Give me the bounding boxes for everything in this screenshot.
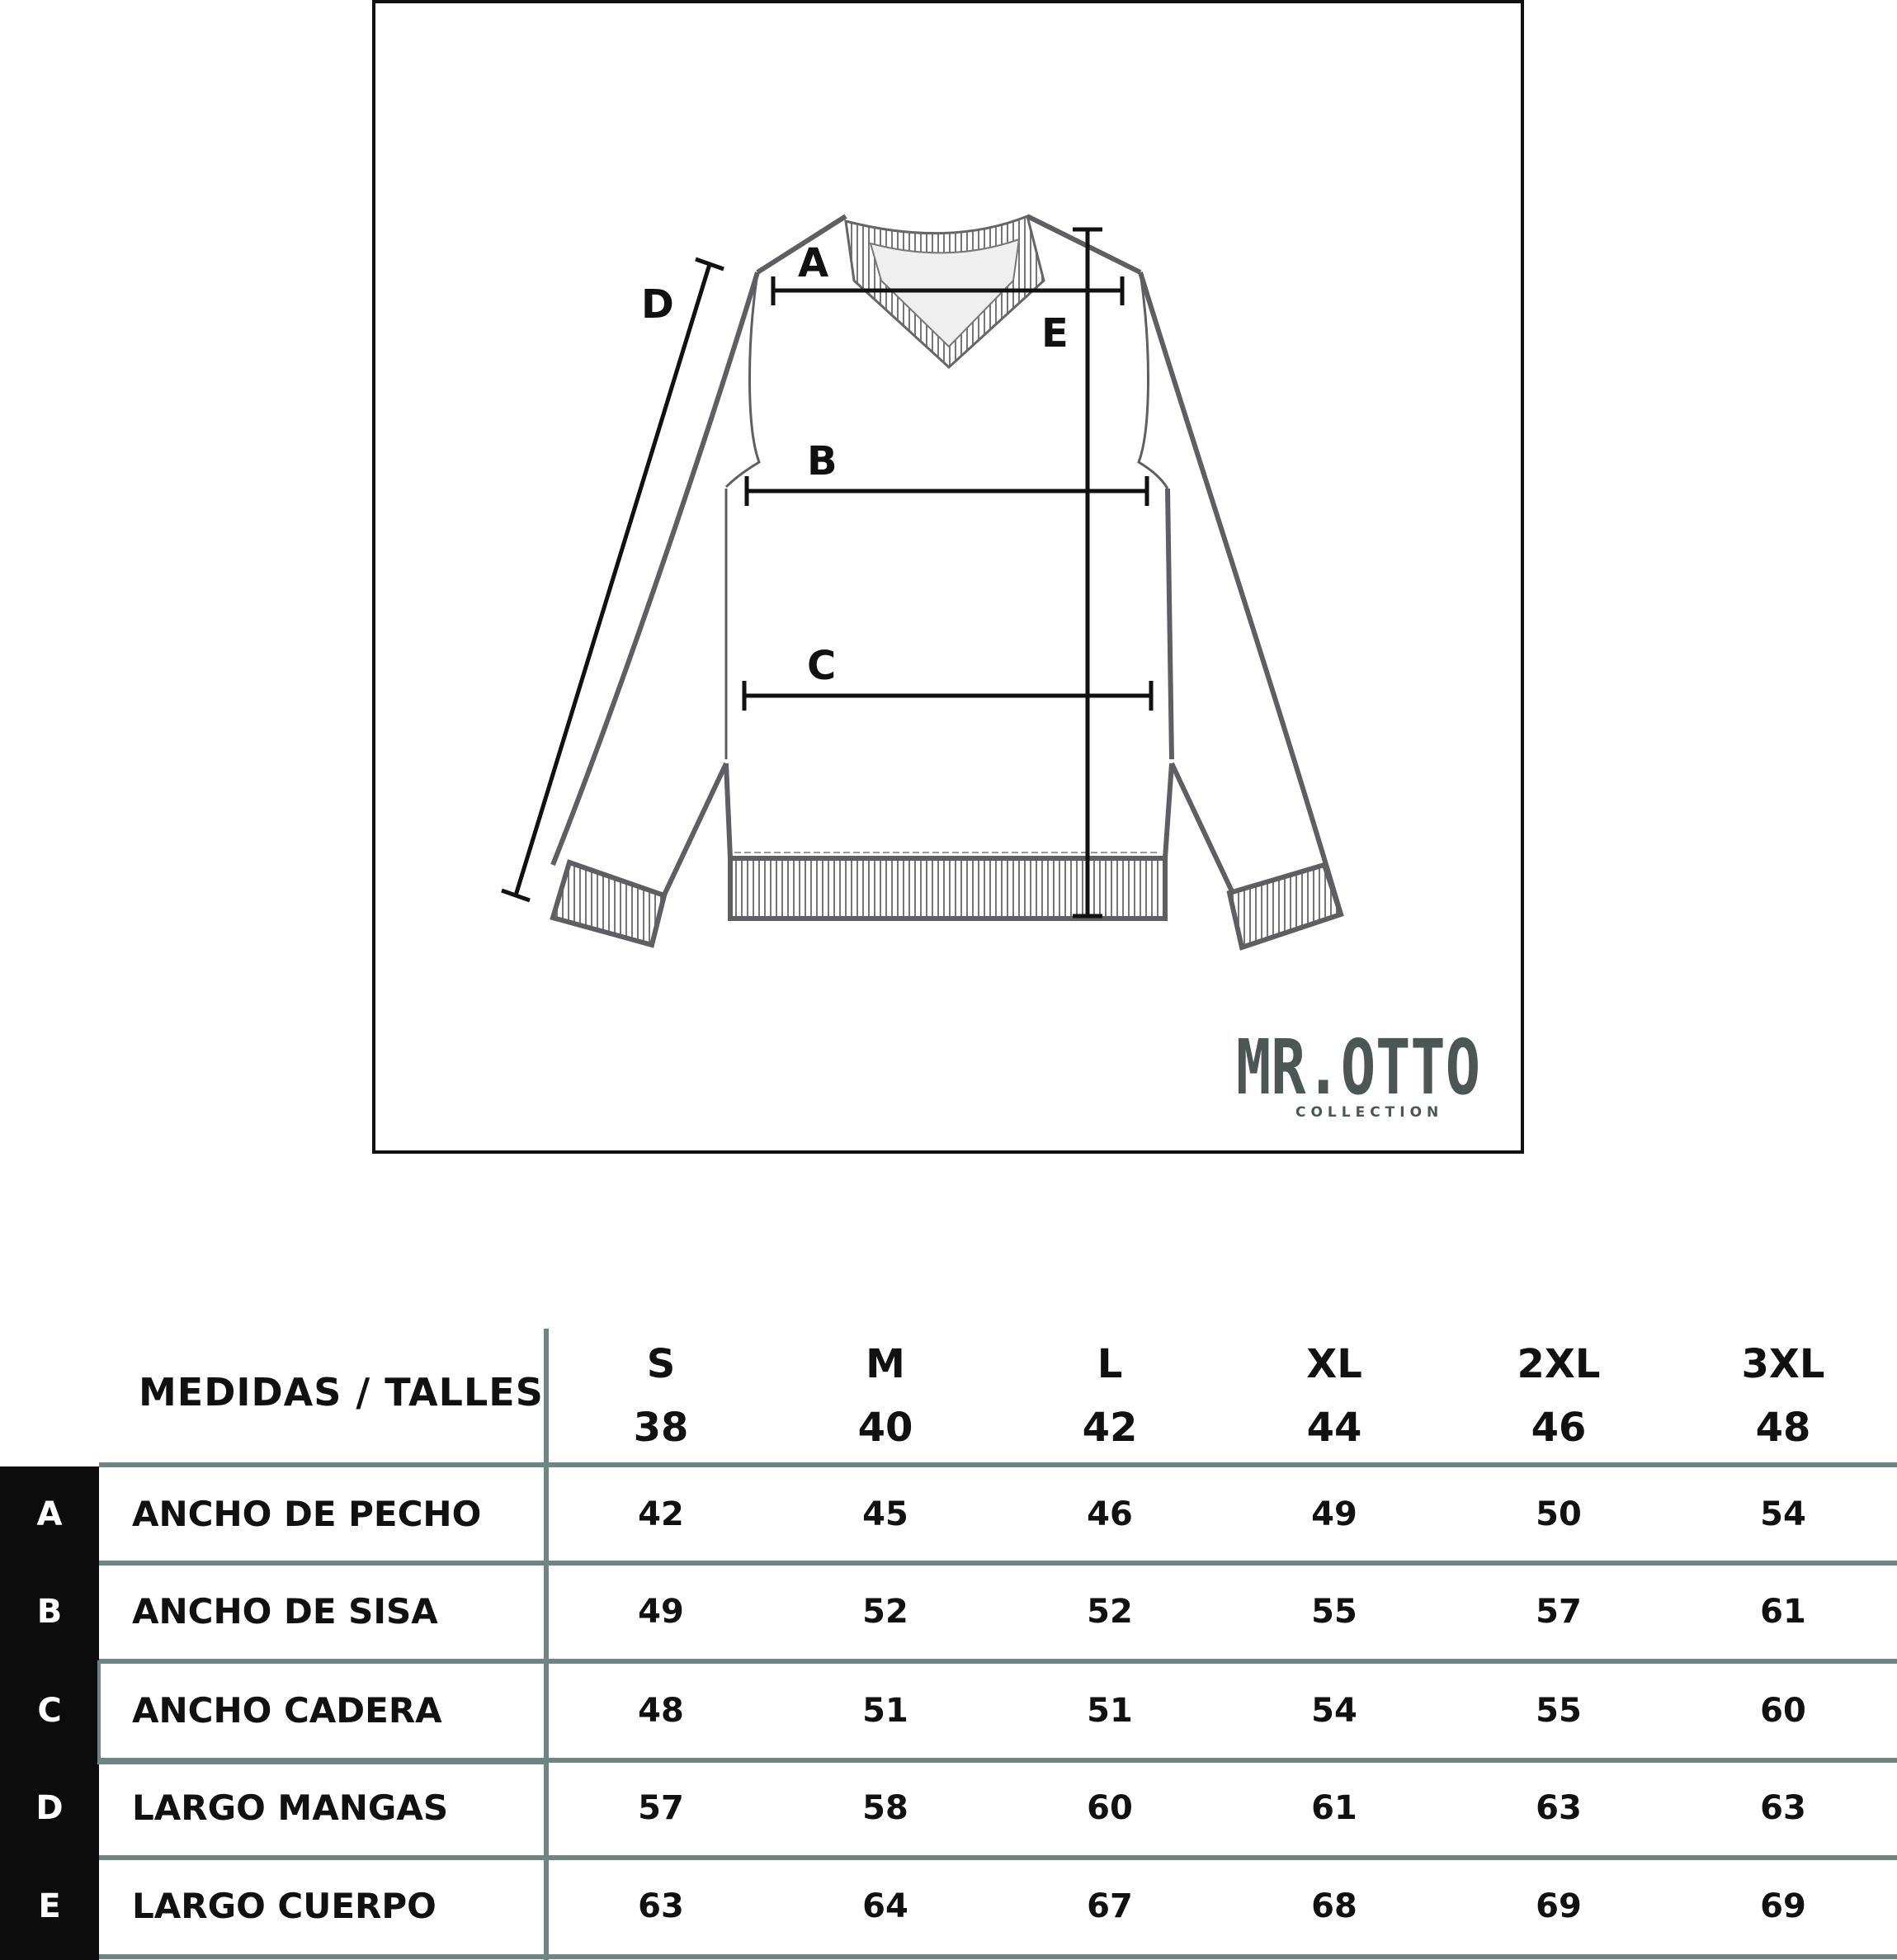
row-label: ANCHO DE SISA xyxy=(132,1591,438,1632)
table-cell: 55 xyxy=(1536,1692,1582,1730)
size-name: 2XL xyxy=(1517,1341,1601,1387)
table-cell: 60 xyxy=(1087,1789,1133,1827)
table-cell: 61 xyxy=(1311,1789,1357,1827)
table-cell: 57 xyxy=(1536,1593,1582,1631)
table-header-title: MEDIDAS / TALLES xyxy=(139,1370,544,1415)
logo-name: MR.OTTO xyxy=(1236,1023,1480,1112)
size-number: 40 xyxy=(857,1405,913,1451)
size-number: 48 xyxy=(1755,1405,1811,1451)
row-separator xyxy=(99,1954,1897,1959)
row-label: ANCHO DE PECHO xyxy=(132,1494,482,1534)
table-cell: 55 xyxy=(1311,1593,1357,1631)
size-number: 44 xyxy=(1306,1405,1362,1451)
brand-logo xyxy=(1229,1011,1494,1126)
table-cell: 54 xyxy=(1311,1692,1357,1730)
table-cell: 57 xyxy=(638,1789,684,1827)
table-cell: 54 xyxy=(1760,1495,1806,1533)
table-cell: 60 xyxy=(1760,1692,1806,1730)
size-number: 46 xyxy=(1531,1405,1587,1451)
table-header-rule xyxy=(99,1462,1897,1467)
table-cell: 61 xyxy=(1760,1593,1806,1631)
table-cell: 68 xyxy=(1311,1887,1357,1925)
size-name: 3XL xyxy=(1741,1341,1825,1387)
size-number: 42 xyxy=(1082,1405,1138,1451)
size-name: XL xyxy=(1306,1341,1362,1387)
table-cell: 52 xyxy=(862,1593,908,1631)
row-label: LARGO CUERPO xyxy=(132,1886,436,1926)
table-cell: 64 xyxy=(862,1887,908,1925)
table-cell: 49 xyxy=(1311,1495,1357,1533)
table-cell: 63 xyxy=(638,1887,684,1925)
row-letter: C xyxy=(37,1692,62,1730)
row-separator xyxy=(99,1855,1897,1860)
right-cuff xyxy=(1229,865,1341,947)
table-cell: 58 xyxy=(862,1789,908,1827)
table-cell: 42 xyxy=(638,1495,684,1533)
table-cell: 49 xyxy=(638,1593,684,1631)
table-cell: 69 xyxy=(1760,1887,1806,1925)
logo-sub: COLLECTION xyxy=(1295,1104,1444,1121)
table-cell: 63 xyxy=(1536,1789,1582,1827)
table-cell: 51 xyxy=(1087,1692,1133,1730)
row-letter: B xyxy=(36,1593,63,1631)
size-name: S xyxy=(646,1341,676,1387)
row-label: ANCHO CADERA xyxy=(132,1690,442,1731)
table-cell: 46 xyxy=(1087,1495,1133,1533)
label-c: C xyxy=(807,643,837,689)
label-a: A xyxy=(798,240,829,286)
size-number: 38 xyxy=(633,1405,689,1451)
table-divider-vertical xyxy=(544,1329,549,1960)
table-cell: 50 xyxy=(1536,1495,1582,1533)
row-letter: A xyxy=(36,1495,63,1533)
label-b: B xyxy=(807,438,838,484)
row-letter: D xyxy=(35,1789,64,1827)
table-cell: 51 xyxy=(862,1692,908,1730)
row-label: LARGO MANGAS xyxy=(132,1788,449,1828)
row-separator xyxy=(99,1561,1897,1566)
table-cell: 52 xyxy=(1087,1593,1133,1631)
table-cell: 69 xyxy=(1536,1887,1582,1925)
table-cell: 63 xyxy=(1760,1789,1806,1827)
table-cell: 67 xyxy=(1087,1887,1133,1925)
waist-band xyxy=(730,858,1165,919)
label-d: D xyxy=(641,281,674,328)
row-letter: E xyxy=(38,1887,61,1925)
size-name: L xyxy=(1097,1341,1123,1387)
table-cell: 45 xyxy=(862,1495,908,1533)
size-name: M xyxy=(866,1341,905,1387)
label-e: E xyxy=(1041,310,1069,357)
table-cell: 48 xyxy=(638,1692,684,1730)
left-cuff xyxy=(553,862,664,945)
